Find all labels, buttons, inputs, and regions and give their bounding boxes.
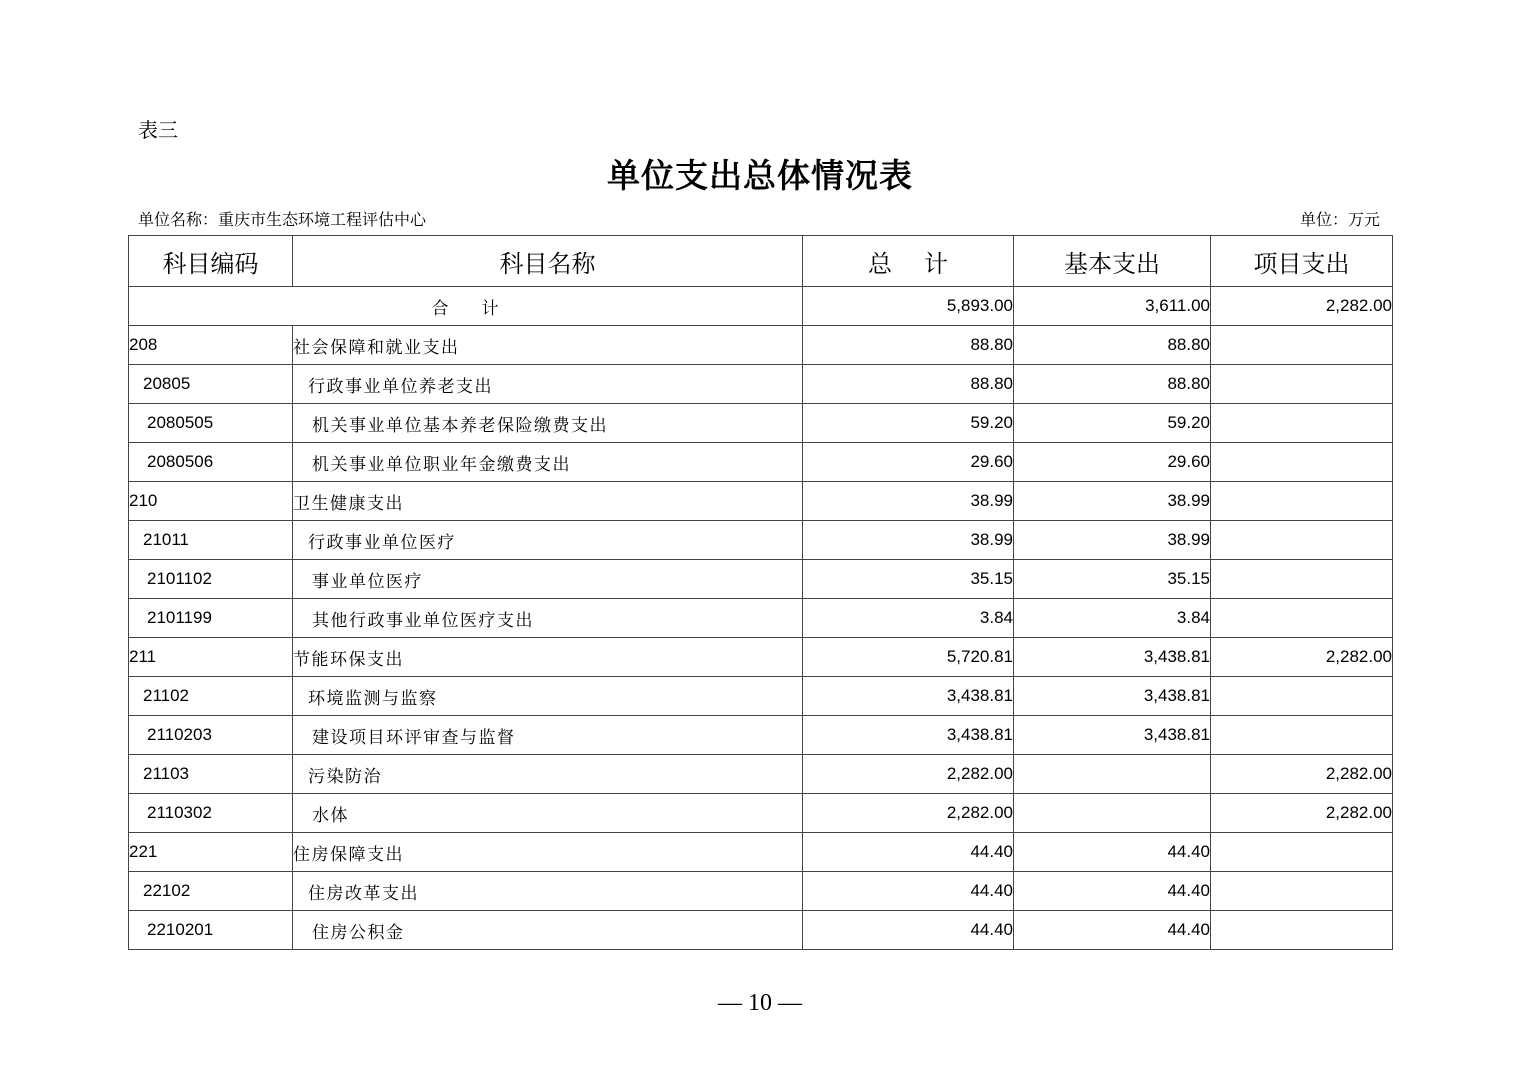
unit-label: 单位：万元 xyxy=(1299,210,1380,229)
cell-basic xyxy=(1014,755,1211,794)
cell-project: 2,282.00 xyxy=(1211,638,1393,677)
table-row xyxy=(129,716,1393,755)
cell-basic: 88.80 xyxy=(1014,326,1211,365)
cell-project xyxy=(1211,599,1393,638)
cell-project xyxy=(1211,326,1393,365)
header-code: 科目编码 xyxy=(129,236,293,287)
header-total-char-2: 计 xyxy=(924,249,948,278)
cell-name: 机关事业单位基本养老保险缴费支出 xyxy=(293,404,803,443)
cell-code: 2210201 xyxy=(129,911,293,950)
cell-name: 环境监测与监察 xyxy=(293,677,803,716)
cell-name: 行政事业单位医疗 xyxy=(293,521,803,560)
summary-basic: 3,611.00 xyxy=(1014,287,1211,326)
summary-row xyxy=(129,287,1393,326)
cell-basic: 44.40 xyxy=(1014,833,1211,872)
summary-label-char-2: 计 xyxy=(481,298,500,319)
cell-code: 211 xyxy=(129,638,293,677)
cell-code: 210 xyxy=(129,482,293,521)
cell-project xyxy=(1211,560,1393,599)
table-row xyxy=(129,443,1393,482)
cell-basic: 38.99 xyxy=(1014,521,1211,560)
header-basic: 基本支出 xyxy=(1014,236,1211,287)
table-row xyxy=(129,560,1393,599)
cell-project xyxy=(1211,872,1393,911)
cell-code: 20805 xyxy=(129,365,293,404)
cell-basic: 29.60 xyxy=(1014,443,1211,482)
cell-name: 污染防治 xyxy=(293,755,803,794)
table-label: 表三 xyxy=(138,118,178,142)
cell-basic xyxy=(1014,794,1211,833)
cell-total: 3.84 xyxy=(803,599,1014,638)
cell-total: 38.99 xyxy=(803,482,1014,521)
cell-basic: 44.40 xyxy=(1014,911,1211,950)
table-row xyxy=(129,404,1393,443)
cell-project xyxy=(1211,521,1393,560)
summary-label xyxy=(129,287,803,326)
cell-name: 社会保障和就业支出 xyxy=(293,326,803,365)
cell-total: 59.20 xyxy=(803,404,1014,443)
cell-total: 3,438.81 xyxy=(803,677,1014,716)
table-row xyxy=(129,521,1393,560)
cell-code: 221 xyxy=(129,833,293,872)
cell-project: 2,282.00 xyxy=(1211,755,1393,794)
table-row xyxy=(129,599,1393,638)
expense-table xyxy=(128,235,1393,950)
cell-project xyxy=(1211,482,1393,521)
cell-basic: 35.15 xyxy=(1014,560,1211,599)
cell-basic: 3,438.81 xyxy=(1014,638,1211,677)
cell-project xyxy=(1211,677,1393,716)
cell-code: 2110302 xyxy=(129,794,293,833)
summary-total: 5,893.00 xyxy=(803,287,1014,326)
cell-total: 2,282.00 xyxy=(803,794,1014,833)
cell-code: 21103 xyxy=(129,755,293,794)
cell-name: 住房改革支出 xyxy=(293,872,803,911)
cell-code: 21011 xyxy=(129,521,293,560)
cell-name: 建设项目环评审查与监督 xyxy=(293,716,803,755)
cell-total: 29.60 xyxy=(803,443,1014,482)
cell-code: 2101102 xyxy=(129,560,293,599)
cell-total: 2,282.00 xyxy=(803,755,1014,794)
cell-project xyxy=(1211,404,1393,443)
cell-total: 5,720.81 xyxy=(803,638,1014,677)
cell-project xyxy=(1211,833,1393,872)
cell-basic: 59.20 xyxy=(1014,404,1211,443)
cell-name: 事业单位医疗 xyxy=(293,560,803,599)
header-project: 项目支出 xyxy=(1211,236,1393,287)
table-row xyxy=(129,794,1393,833)
page-number: — 10 — xyxy=(718,990,802,1016)
cell-basic: 3,438.81 xyxy=(1014,677,1211,716)
cell-total: 88.80 xyxy=(803,365,1014,404)
cell-code: 2080505 xyxy=(129,404,293,443)
cell-code: 21102 xyxy=(129,677,293,716)
cell-code: 2110203 xyxy=(129,716,293,755)
table-row xyxy=(129,482,1393,521)
table-row xyxy=(129,326,1393,365)
cell-project xyxy=(1211,443,1393,482)
cell-basic: 3.84 xyxy=(1014,599,1211,638)
page-title: 单位支出总体情况表 xyxy=(607,156,913,195)
cell-code: 2080506 xyxy=(129,443,293,482)
cell-total: 44.40 xyxy=(803,833,1014,872)
cell-total: 88.80 xyxy=(803,326,1014,365)
header-total-char-1: 总 xyxy=(868,249,892,278)
summary-label-char-1: 合 xyxy=(431,298,450,319)
cell-name: 机关事业单位职业年金缴费支出 xyxy=(293,443,803,482)
table-row xyxy=(129,755,1393,794)
cell-code: 22102 xyxy=(129,872,293,911)
header-name: 科目名称 xyxy=(293,236,803,287)
cell-basic: 88.80 xyxy=(1014,365,1211,404)
unit-name: 单位名称：重庆市生态环境工程评估中心 xyxy=(138,210,427,229)
cell-name: 行政事业单位养老支出 xyxy=(293,365,803,404)
cell-name: 节能环保支出 xyxy=(293,638,803,677)
cell-basic: 3,438.81 xyxy=(1014,716,1211,755)
cell-total: 44.40 xyxy=(803,911,1014,950)
cell-total: 44.40 xyxy=(803,872,1014,911)
cell-project xyxy=(1211,365,1393,404)
table-row xyxy=(129,872,1393,911)
cell-total: 38.99 xyxy=(803,521,1014,560)
table-row xyxy=(129,365,1393,404)
cell-code: 208 xyxy=(129,326,293,365)
cell-name: 其他行政事业单位医疗支出 xyxy=(293,599,803,638)
cell-name: 住房保障支出 xyxy=(293,833,803,872)
cell-project xyxy=(1211,911,1393,950)
cell-project: 2,282.00 xyxy=(1211,794,1393,833)
cell-basic: 44.40 xyxy=(1014,872,1211,911)
cell-code: 2101199 xyxy=(129,599,293,638)
summary-project: 2,282.00 xyxy=(1211,287,1393,326)
table-row xyxy=(129,911,1393,950)
cell-name: 住房公积金 xyxy=(293,911,803,950)
cell-name: 卫生健康支出 xyxy=(293,482,803,521)
header-row xyxy=(129,236,1393,287)
cell-basic: 38.99 xyxy=(1014,482,1211,521)
header-total xyxy=(803,236,1014,287)
cell-name: 水体 xyxy=(293,794,803,833)
table-row xyxy=(129,677,1393,716)
cell-project xyxy=(1211,716,1393,755)
table-row xyxy=(129,833,1393,872)
cell-total: 35.15 xyxy=(803,560,1014,599)
table-row xyxy=(129,638,1393,677)
cell-total: 3,438.81 xyxy=(803,716,1014,755)
